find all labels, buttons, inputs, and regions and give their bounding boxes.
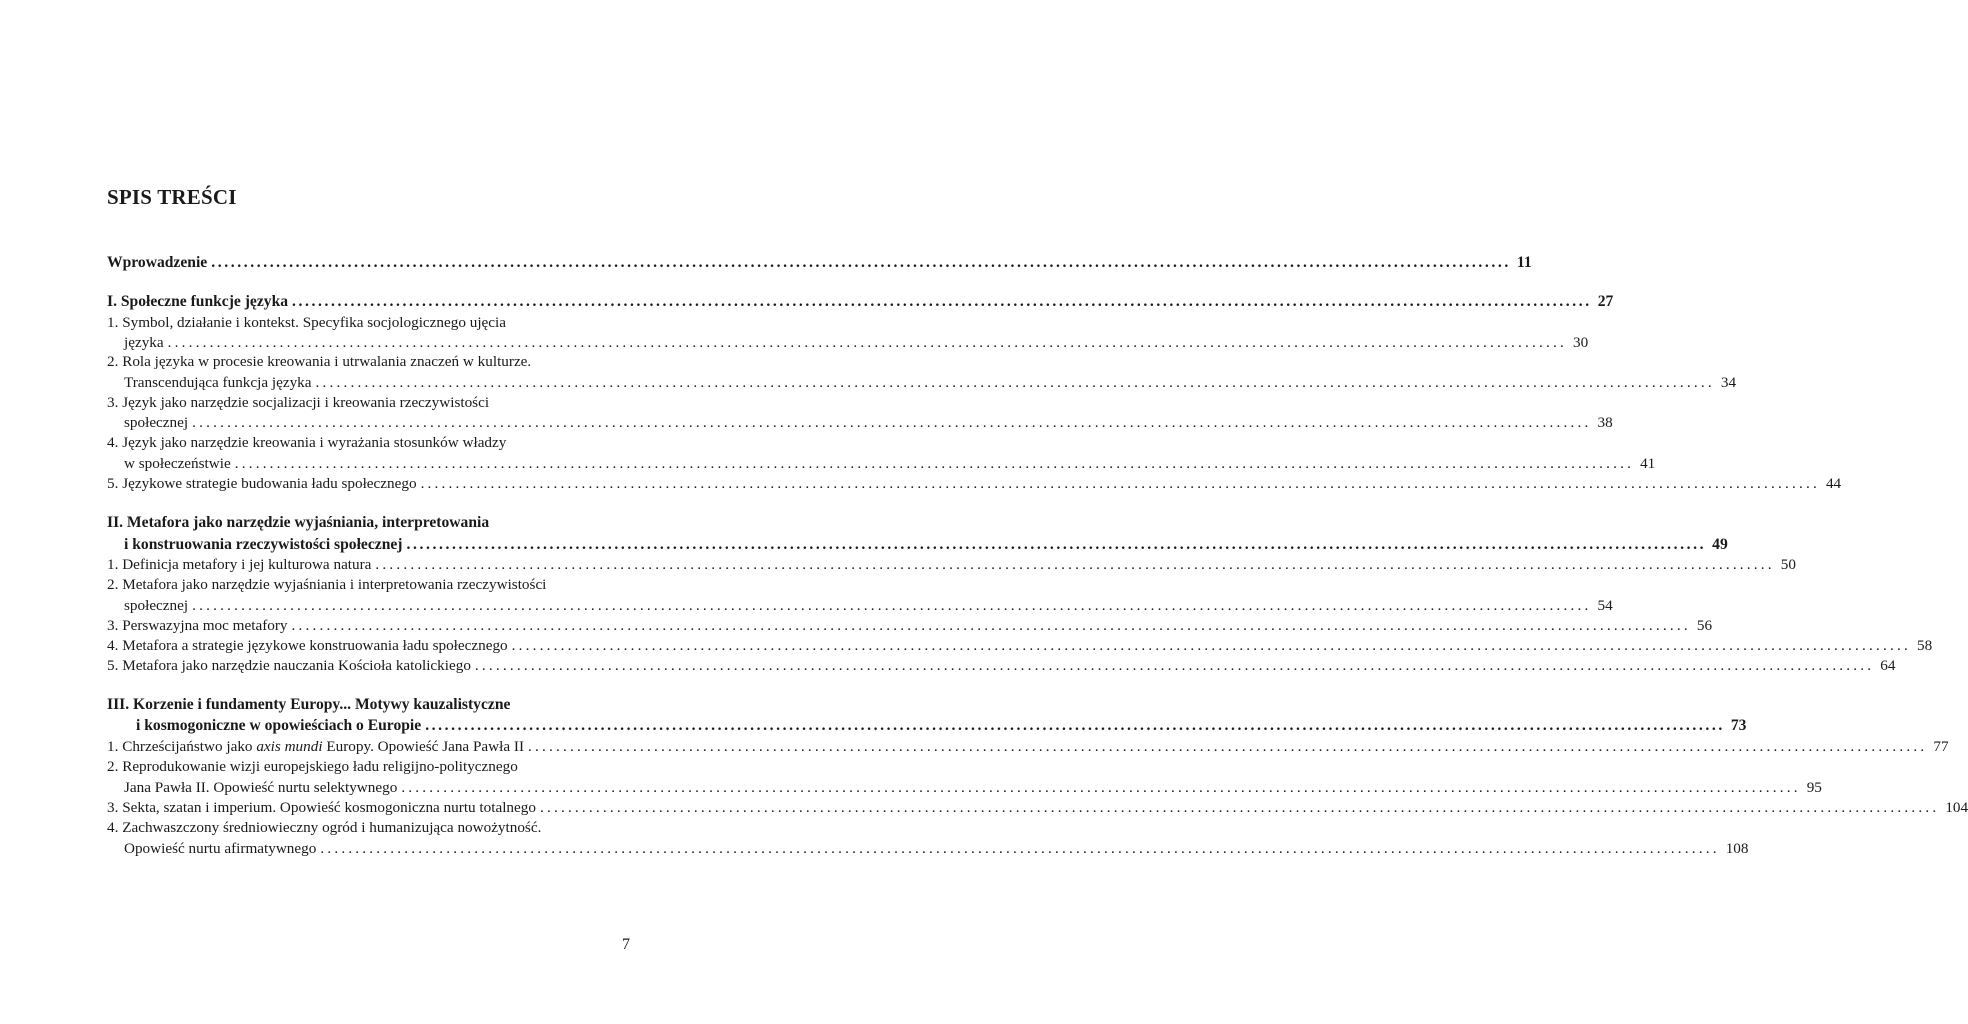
dot-leader: ........................................................................................................................................................................................................ [474, 657, 1875, 674]
toc-entry-title: 3. Perswazyjna moc metafory [107, 617, 288, 634]
toc-entry-page: 56 [1696, 617, 1713, 634]
toc-entry-title: Wprowadzenie [107, 254, 208, 271]
toc-entry-page: 30 [1573, 334, 1589, 351]
toc-entry-page: 38 [1597, 414, 1613, 431]
toc-entry [107, 716, 1747, 736]
dot-leader: ........................................................................................................................................................................................................ [320, 840, 1720, 857]
toc-entry [107, 292, 1614, 312]
dot-leader: ........................................................................................................................................................................................................ [539, 799, 1940, 816]
toc-entry [107, 737, 1949, 757]
toc-entry [107, 474, 1842, 494]
toc-entry [107, 373, 1737, 393]
toc-entry-page: 104 [1945, 799, 1968, 816]
toc-entry-title: 2. Reprodukowanie wizji europejskiego ładu religijno-politycznego [107, 758, 518, 775]
toc-entry [107, 575, 636, 595]
page-title: SPIS TREŚCI [107, 185, 237, 209]
dot-leader: ........................................................................................................................................................................................................ [511, 637, 1912, 654]
toc-entry [107, 818, 636, 838]
toc-entry-page: 34 [1720, 374, 1737, 391]
toc-entry [107, 555, 1796, 575]
toc-entry-title: Jana Pawła II. Opowieść nurtu selektywnego [124, 779, 398, 796]
dot-leader: ........................................................................................................................................................................................................ [192, 597, 1592, 614]
toc-entry-title: I. Społeczne funkcje języka [107, 293, 289, 310]
toc-entry-title: 2. Metafora jako narzędzie wyjaśniania i interpretowania rzeczywistości [107, 576, 547, 593]
toc-entry-page: 77 [1933, 738, 1949, 755]
toc-entry [107, 656, 1896, 676]
dot-leader: ........................................................................................................................................................................................................ [420, 475, 1820, 492]
dot-leader: ........................................................................................................................................................................................................ [315, 374, 1715, 391]
toc-entry-title: 5. Językowe strategie budowania ładu społecznego [107, 475, 417, 492]
dot-leader: ........................................................................................................................................................................................................ [375, 556, 1775, 573]
toc-entry-title: w społeczeństwie [124, 455, 231, 472]
toc-entry [107, 695, 636, 715]
toc-entry-title: 1. Chrześcijaństwo jako axis mundi Europy. Opowieść Jana Pawła II [107, 738, 525, 755]
dot-leader: ........................................................................................................................................................................................................ [291, 617, 1691, 634]
toc-entry [107, 433, 636, 453]
toc-entry [107, 253, 1532, 273]
toc-entry-page: 64 [1880, 657, 1896, 674]
toc-entry-page: 11 [1516, 254, 1532, 271]
dot-leader: ........................................................................................................................................................................................................ [292, 293, 1592, 310]
toc-entry [107, 757, 636, 777]
dot-leader: ........................................................................................................................................................................................................ [401, 779, 1801, 796]
dot-leader: ........................................................................................................................................................................................................ [211, 254, 1511, 271]
toc-entry [107, 839, 1749, 859]
toc-entry [107, 352, 636, 372]
toc-entry-title: 5. Metafora jako narzędzie nauczania Kościoła katolickiego [107, 657, 471, 674]
toc-entry [107, 798, 1968, 818]
toc-entry-page: 54 [1597, 597, 1613, 614]
toc-entry [107, 413, 1613, 433]
toc-entry [107, 778, 1822, 798]
toc-entry-title: III. Korzenie i fundamenty Europy... Motywy kauzalistyczne [107, 696, 511, 713]
toc-entry-title: 3. Sekta, szatan i imperium. Opowieść kosmogoniczna nurtu totalnego [107, 799, 536, 816]
toc-entry [107, 333, 1589, 353]
toc-entry-title: 1. Definicja metafory i jej kulturowa natura [107, 556, 372, 573]
toc-entry [107, 513, 636, 533]
toc-entry-title: 4. Język jako narzędzie kreowania i wyrażania stosunków władzy [107, 434, 507, 451]
toc-entry [107, 454, 1656, 474]
toc-entry-page: 49 [1712, 536, 1728, 553]
toc-entry-page: 73 [1730, 717, 1747, 734]
toc-entry-title: 3. Język jako narzędzie socjalizacji i kreowania rzeczywistości [107, 394, 490, 411]
toc-entry-title: 4. Zachwaszczony średniowieczny ogród i humanizująca nowożytność. [107, 819, 542, 836]
toc-entry-title: języka [124, 334, 164, 351]
toc-entry-title: społecznej [124, 414, 189, 431]
toc-entry-title: Opowieść nurtu afirmatywnego [124, 840, 317, 857]
dot-leader: ........................................................................................................................................................................................................ [425, 717, 1725, 734]
toc-entry [107, 313, 636, 333]
toc-entry [107, 616, 1713, 636]
toc-entry [107, 596, 1613, 616]
toc-entry-title: 2. Rola języka w procesie kreowania i utrwalania znaczeń w kulturze. [107, 353, 532, 370]
dot-leader: ........................................................................................................................................................................................................ [167, 334, 1568, 351]
toc-entry-title: i konstruowania rzeczywistości społecznej [124, 536, 403, 553]
toc-entry [107, 636, 1933, 656]
page-number: 7 [622, 936, 630, 953]
toc-entry-title: społecznej [124, 597, 189, 614]
toc-entry-page: 95 [1806, 779, 1822, 796]
toc-entry-title: II. Metafora jako narzędzie wyjaśniania, interpretowania [107, 514, 490, 531]
dot-leader: ........................................................................................................................................................................................................ [406, 536, 1707, 553]
toc-entry-title: Transcendująca funkcja języka [124, 374, 312, 391]
toc-entry-title: 4. Metafora a strategie językowe konstruowania ładu społecznego [107, 637, 508, 654]
toc-entry-page: 50 [1780, 556, 1796, 573]
dot-leader: ........................................................................................................................................................................................................ [192, 414, 1592, 431]
toc-entry [107, 535, 1728, 555]
toc-entry-title: i kosmogoniczne w opowieściach o Europie [136, 717, 422, 734]
dot-leader: ........................................................................................................................................................................................................ [528, 738, 1928, 755]
toc-entry-title: 1. Symbol, działanie i kontekst. Specyfika socjologicznego ujęcia [107, 314, 506, 331]
toc-entry [107, 393, 636, 413]
toc-entry-page: 58 [1917, 637, 1933, 654]
toc-entry-page: 27 [1597, 293, 1614, 310]
toc-entry-page: 44 [1825, 475, 1842, 492]
dot-leader: ........................................................................................................................................................................................................ [234, 455, 1635, 472]
toc-entry-page: 108 [1725, 840, 1749, 857]
toc-entry-page: 41 [1640, 455, 1656, 472]
